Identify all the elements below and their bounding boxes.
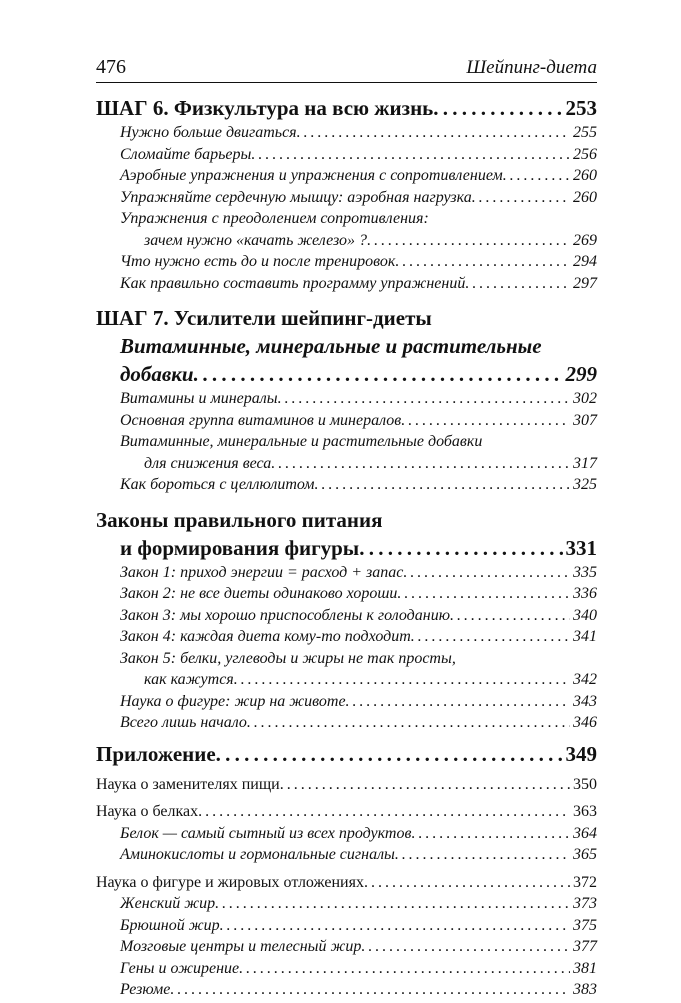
entry-title: Всего лишь начало: [120, 714, 247, 731]
entry-page: 381: [573, 959, 597, 977]
entry-page: 269: [573, 231, 597, 249]
toc-entry-line1: [96, 650, 597, 672]
toc-section-step7: [96, 306, 597, 334]
chapter-page: 363: [573, 803, 597, 820]
entry-page: 373: [573, 895, 597, 912]
entry-page: 383: [573, 981, 597, 998]
entry-page: 336: [573, 585, 597, 602]
toc-entry: [96, 189, 597, 211]
entry-title: Закон 2: не все диеты одинаково хороши: [120, 585, 398, 602]
toc-entry-line2: [96, 455, 597, 477]
entry-title: Брюшной жир: [120, 916, 220, 934]
entry-page: 343: [573, 692, 597, 710]
dot-leader: [271, 455, 570, 473]
dot-leader: [367, 232, 570, 250]
section-page: 349: [565, 741, 597, 766]
section-title-cont: и формирования фигуры: [120, 535, 360, 560]
dot-leader: [395, 253, 570, 271]
subsection-title: Витаминные, минеральные и растительные: [120, 334, 542, 358]
entry-title: Как бороться с целлюлитом: [120, 476, 315, 493]
table-of-contents: [96, 96, 597, 1003]
entry-page: 340: [573, 606, 597, 624]
entry-page: 342: [573, 671, 597, 688]
entry-title: Аминокислоты и гормональные сигналы: [120, 846, 395, 863]
dot-leader: [280, 776, 570, 794]
toc-entry: [96, 628, 597, 650]
dot-leader: [239, 960, 570, 978]
dot-leader: [216, 742, 563, 767]
dot-leader: [395, 846, 570, 864]
entry-page: 346: [573, 714, 597, 731]
dot-leader: [220, 917, 570, 935]
entry-title: Основная группа витаминов и минералов: [120, 411, 402, 429]
dot-leader: [472, 189, 570, 207]
dot-leader: [503, 167, 570, 185]
chapter-title: Наука о фигуре и жировых отложениях: [96, 873, 364, 891]
dot-leader: [315, 476, 571, 494]
toc-entry-line1: [96, 210, 597, 232]
entry-page: 297: [573, 274, 597, 292]
dot-leader: [401, 412, 570, 430]
entry-title: Закон 4: каждая диета кому-то подходит: [120, 628, 411, 645]
dot-leader: [297, 124, 570, 142]
entry-title: Витамины и минералы: [120, 390, 278, 407]
toc-entry: [96, 253, 597, 275]
entry-page: 256: [573, 145, 597, 163]
section-page: 331: [565, 535, 597, 560]
toc-entry: [96, 607, 597, 629]
toc-entry: [96, 938, 597, 960]
dot-leader: [450, 607, 570, 625]
chapter-page: 350: [573, 775, 597, 793]
toc-entry: [96, 167, 597, 189]
entry-page: 364: [573, 824, 597, 842]
toc-entry-line1: [96, 433, 597, 455]
entry-title: Нужно больше двигаться: [120, 124, 297, 141]
entry-page: 307: [573, 411, 597, 429]
entry-page: 375: [573, 916, 597, 934]
toc-entry: [96, 714, 597, 736]
entry-page: 294: [573, 253, 597, 270]
toc-entry: [96, 693, 597, 715]
toc-chapter: [96, 776, 597, 798]
dot-leader: [361, 938, 570, 956]
entry-title: Что нужно есть до и после тренировок: [120, 253, 396, 270]
dot-leader: [433, 96, 562, 121]
dot-leader: [465, 275, 570, 293]
toc-entry: [96, 412, 597, 434]
entry-page: 365: [573, 846, 597, 863]
toc-entry: [96, 917, 597, 939]
dot-leader: [411, 628, 570, 646]
toc-chapter: [96, 803, 597, 825]
toc-entry-line2: [96, 232, 597, 254]
entry-title: Женский жир: [120, 895, 216, 912]
toc-entry: [96, 585, 597, 607]
dot-leader: [346, 693, 570, 711]
toc-chapter: [96, 874, 597, 896]
entry-title: Закон 3: мы хорошо приспособлены к голоданию: [120, 606, 450, 624]
section-page: 253: [565, 96, 597, 120]
entry-title: Витаминные, минеральные и растительные добавки: [120, 433, 483, 450]
dot-leader: [403, 564, 570, 582]
dot-leader: [251, 146, 570, 164]
entry-title: Аэробные упражнения и упражнения с сопротивлением: [120, 167, 503, 184]
toc-entry: [96, 825, 597, 847]
toc-section-laws-line2: [96, 536, 597, 564]
toc-entry: [96, 960, 597, 982]
toc-entry: [96, 124, 597, 146]
entry-page: 317: [573, 454, 597, 472]
section-title: ШАГ 6. Физкультура на всю жизнь: [96, 96, 434, 120]
toc-entry: [96, 564, 597, 586]
entry-page: 302: [573, 390, 597, 407]
dot-leader: [234, 671, 570, 689]
dot-leader: [170, 981, 570, 999]
toc-subsection-line2: [96, 362, 597, 390]
running-head: Шейпинг-диета: [466, 57, 597, 78]
dot-leader: [194, 362, 563, 387]
dot-leader: [411, 825, 570, 843]
entry-page: 377: [573, 938, 597, 955]
toc-entry: [96, 146, 597, 168]
section-title: ШАГ 7. Усилители шейпинг-диеты: [96, 306, 432, 330]
page-number: 476: [96, 56, 126, 78]
toc-entry: [96, 390, 597, 412]
entry-page: 255: [573, 124, 597, 141]
dot-leader: [278, 390, 570, 408]
section-title: Приложение: [96, 741, 216, 766]
toc-subsection-line1: [96, 334, 597, 362]
entry-title: Закон 5: белки, углеводы и жиры не так просты,: [120, 649, 456, 667]
dot-leader: [215, 895, 570, 913]
toc-entry: [96, 846, 597, 868]
toc-section-laws-line1: [96, 508, 597, 536]
entry-title: Упражняйте сердечную мышцу: аэробная нагрузка: [120, 188, 472, 206]
entry-page: 260: [573, 188, 597, 206]
entry-title: Гены и ожирение: [120, 959, 240, 977]
toc-entry: [96, 275, 597, 297]
entry-title: Сломайте барьеры: [120, 145, 252, 163]
section-page: 299: [565, 362, 597, 386]
dot-leader: [247, 714, 570, 732]
toc-entry: [96, 981, 597, 1003]
toc-entry: [96, 476, 597, 498]
entry-title: Упражнения с преодолением сопротивления:: [120, 210, 429, 227]
entry-title: Наука о фигуре: жир на животе: [120, 692, 346, 710]
entry-title: Резюме: [120, 981, 171, 998]
entry-title-cont: для снижения веса: [144, 454, 272, 472]
entry-title: Мозговые центры и телесный жир: [120, 938, 362, 955]
toc-entry-line2: [96, 671, 597, 693]
subsection-title-cont: добавки: [120, 362, 194, 386]
chapter-page: 372: [573, 873, 597, 891]
dot-leader: [364, 874, 570, 892]
entry-page: 260: [573, 167, 597, 184]
toc-entry: [96, 895, 597, 917]
entry-title-cont: как кажутся: [144, 671, 234, 688]
entry-title-cont: зачем нужно «качать железо» ?: [144, 231, 368, 249]
entry-title: Белок — самый сытный из всех продуктов: [120, 824, 412, 842]
entry-page: 325: [573, 476, 597, 493]
dot-leader: [198, 803, 570, 821]
toc-section-step6: [96, 96, 597, 124]
dot-leader: [397, 585, 570, 603]
dot-leader: [359, 536, 562, 561]
entry-title: Как правильно составить программу упражнений: [120, 274, 466, 292]
entry-page: 335: [573, 563, 597, 581]
section-title: Законы правильного питания: [96, 507, 383, 532]
page-header: [96, 58, 597, 83]
chapter-title: Наука о заменителях пищи: [96, 775, 280, 793]
entry-page: 341: [573, 628, 597, 645]
entry-title: Закон 1: приход энергии = расход + запас: [120, 563, 404, 581]
chapter-title: Наука о белках: [96, 803, 199, 820]
toc-section-appendix: [96, 742, 597, 770]
